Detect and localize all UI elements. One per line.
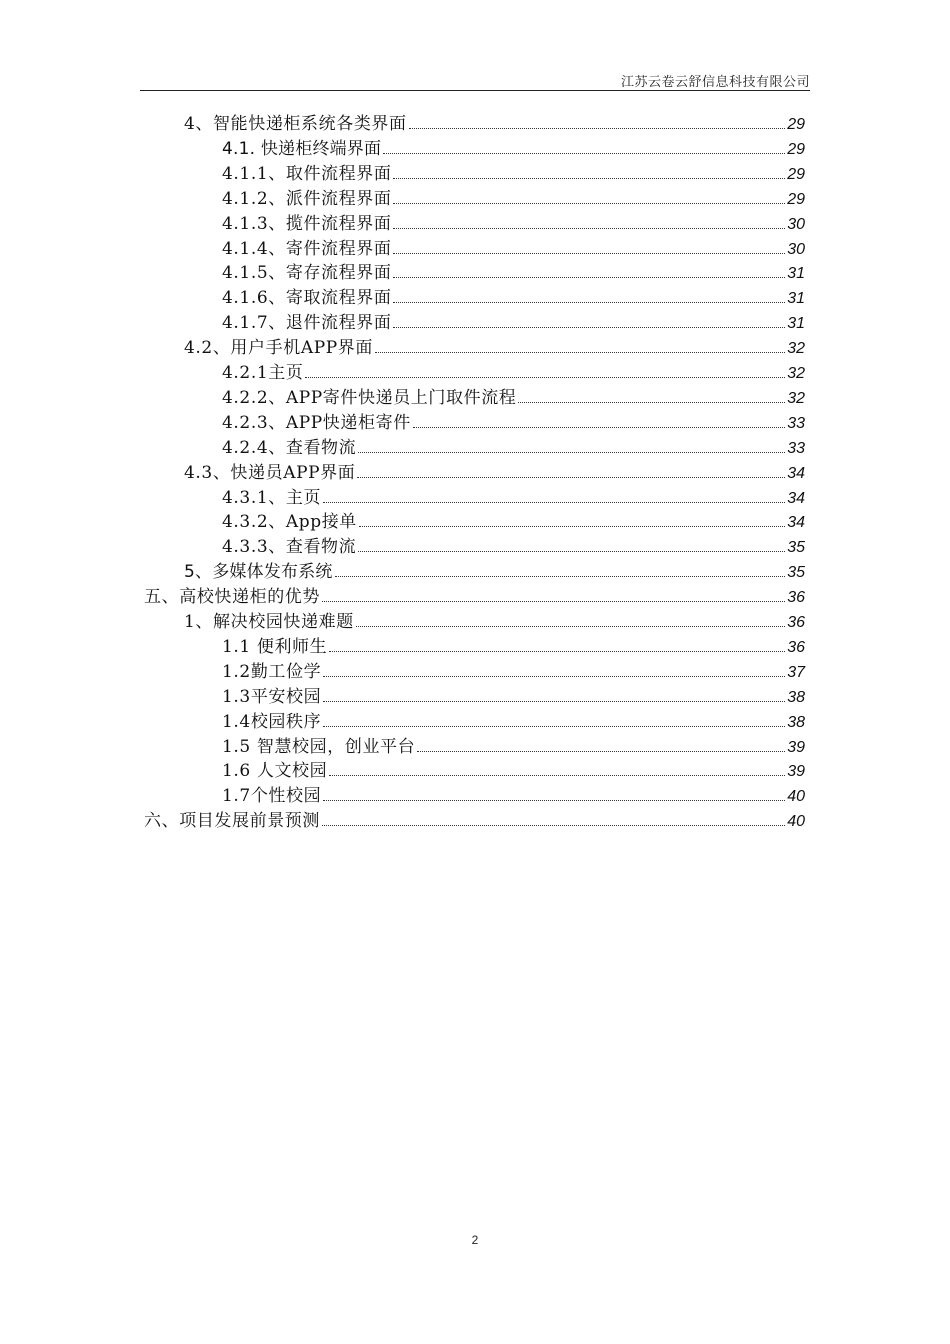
toc-entry-page: 39 [787,739,805,756]
toc-entry-page: 32 [787,365,805,382]
toc-entry-page: 37 [787,664,805,681]
toc-entry[interactable] [222,685,805,709]
toc-entry-title: 4.1.5、寄存流程界面 [222,263,392,283]
toc-entry-page: 29 [787,141,805,158]
toc-entry-title: 1.4校园秩序 [222,712,322,732]
toc-entry-page: 29 [787,191,805,208]
toc-entry-title: 4.2、用户手机APP界面 [184,338,373,358]
toc-dot-leader [375,352,785,353]
toc-entry[interactable] [222,510,805,534]
toc-entry[interactable] [222,535,805,559]
toc-entry-title: 1.3平安校园 [222,687,322,707]
toc-entry[interactable] [222,162,805,186]
toc-dot-leader [393,228,785,229]
toc-entry-page: 34 [787,465,805,482]
toc-entry-title: 4.3.2、App接单 [222,512,357,532]
page-header [140,70,810,91]
toc-entry-page: 35 [787,564,805,581]
toc-dot-leader [358,551,785,552]
toc-entry[interactable] [222,187,805,211]
toc-dot-leader [518,402,785,403]
toc-entry-title: 4.1.2、派件流程界面 [222,189,392,209]
toc-entry[interactable] [222,735,805,759]
toc-dot-leader [335,576,786,577]
toc-entry-page: 29 [787,166,805,183]
toc-dot-leader [356,626,785,627]
toc-dot-leader [322,825,785,826]
toc-dot-leader [329,775,785,776]
toc-entry-page: 38 [787,689,805,706]
toc-entry-title: 1.6 人文校园 [222,761,328,781]
toc-entry[interactable] [222,436,805,460]
toc-entry-title: 4.3.3、查看物流 [222,537,357,557]
toc-entry-page: 32 [787,390,805,407]
toc-entry-title: 4.2.2、APP寄件快递员上门取件流程 [222,388,517,408]
toc-dot-leader [323,726,785,727]
toc-entry-page: 40 [787,813,805,830]
toc-entry[interactable] [222,784,805,808]
toc-entry-title: 4.3、快递员APP界面 [184,463,356,483]
toc-entry-title: 六、项目发展前景预测 [144,811,320,831]
toc-dot-leader [393,327,785,328]
toc-entry-page: 39 [787,763,805,780]
toc-entry-title: 1.1 便利师生 [222,637,328,657]
toc-entry[interactable] [222,411,805,435]
toc-entry-title: 4.2.1主页 [222,363,304,383]
toc-entry[interactable] [184,112,805,136]
toc-entry-page: 31 [787,265,805,282]
toc-dot-leader [305,377,785,378]
toc-dot-leader [393,203,785,204]
toc-entry-title: 4.3.1、主页 [222,488,322,508]
toc-entry[interactable] [222,361,805,385]
toc-entry-title: 4.1.6、寄取流程界面 [222,288,392,308]
toc-dot-leader [393,302,785,303]
toc-entry[interactable] [222,212,805,236]
toc-entry[interactable] [222,261,805,285]
toc-entry-title: 4.1.4、寄件流程界面 [222,239,392,259]
toc-entry[interactable] [184,560,805,584]
toc-dot-leader [393,253,785,254]
toc-entry-page: 30 [787,241,805,258]
toc-entry[interactable] [222,660,805,684]
toc-entry-page: 33 [787,415,805,432]
toc-dot-leader [393,178,785,179]
toc-entry-title: 1、解决校园快递难题 [184,612,354,632]
toc-entry-title: 4、智能快递柜系统各类界面 [184,114,407,134]
page-number: 2 [471,1233,479,1247]
toc-entry-page: 36 [787,639,805,656]
toc-entry-page: 34 [787,490,805,507]
company-name: 江苏云卷云舒信息科技有限公司 [620,75,810,90]
toc-entry[interactable] [222,759,805,783]
toc-entry[interactable] [222,486,805,510]
toc-entry[interactable] [184,610,805,634]
toc-dot-leader [359,526,785,527]
toc-entry-page: 31 [787,315,805,332]
toc-entry-page: 38 [787,714,805,731]
toc-dot-leader [323,676,785,677]
toc-entry-page: 35 [787,539,805,556]
toc-entry[interactable] [222,710,805,734]
toc-entry-title: 1.5 智慧校园，创业平台 [222,737,416,757]
toc-entry-page: 33 [787,440,805,457]
toc-dot-leader [417,751,785,752]
toc-entry-title: 1.2勤工俭学 [222,662,322,682]
toc-entry-title: 4.1.7、退件流程界面 [222,313,392,333]
toc-entry-page: 31 [787,290,805,307]
toc-entry[interactable] [184,336,805,360]
toc-entry-page: 32 [787,340,805,357]
toc-dot-leader [323,800,785,801]
toc-entry-title: 五、高校快递柜的优势 [144,587,320,607]
toc-dot-leader [322,601,785,602]
toc-entry-title: 4.1.1、取件流程界面 [222,164,392,184]
toc-entry-title: 4.2.3、APP快递柜寄件 [222,413,411,433]
toc-entry[interactable] [144,809,805,833]
toc-entry-title: 4.2.4、查看物流 [222,438,357,458]
toc-dot-leader [393,277,785,278]
toc-entry[interactable] [222,237,805,261]
toc-entry[interactable] [222,386,805,410]
toc-entry-title: 4.1. 快递柜终端界面 [222,139,382,159]
toc-entry-page: 36 [787,589,805,606]
toc-entry-page: 30 [787,216,805,233]
toc-dot-leader [358,452,785,453]
toc-entry[interactable] [184,461,805,485]
toc-entry-title: 4.1.3、揽件流程界面 [222,214,392,234]
toc-dot-leader [383,153,785,154]
toc-dot-leader [323,701,785,702]
toc-entry[interactable] [222,635,805,659]
toc-entry[interactable] [222,311,805,335]
toc-entry[interactable] [222,137,805,161]
toc-entry-page: 34 [787,514,805,531]
toc-entry-page: 29 [787,116,805,133]
toc-dot-leader [357,477,785,478]
toc-dot-leader [329,651,785,652]
toc-dot-leader [413,427,785,428]
toc-entry-title: 1.7个性校园 [222,786,322,806]
toc-dot-leader [323,502,785,503]
toc-entry[interactable] [222,286,805,310]
toc-dot-leader [409,128,786,129]
toc-entry-page: 36 [787,614,805,631]
toc-entry-page: 40 [787,788,805,805]
toc-entry-title: 5、多媒体发布系统 [184,562,333,582]
toc-entry[interactable] [144,585,805,609]
